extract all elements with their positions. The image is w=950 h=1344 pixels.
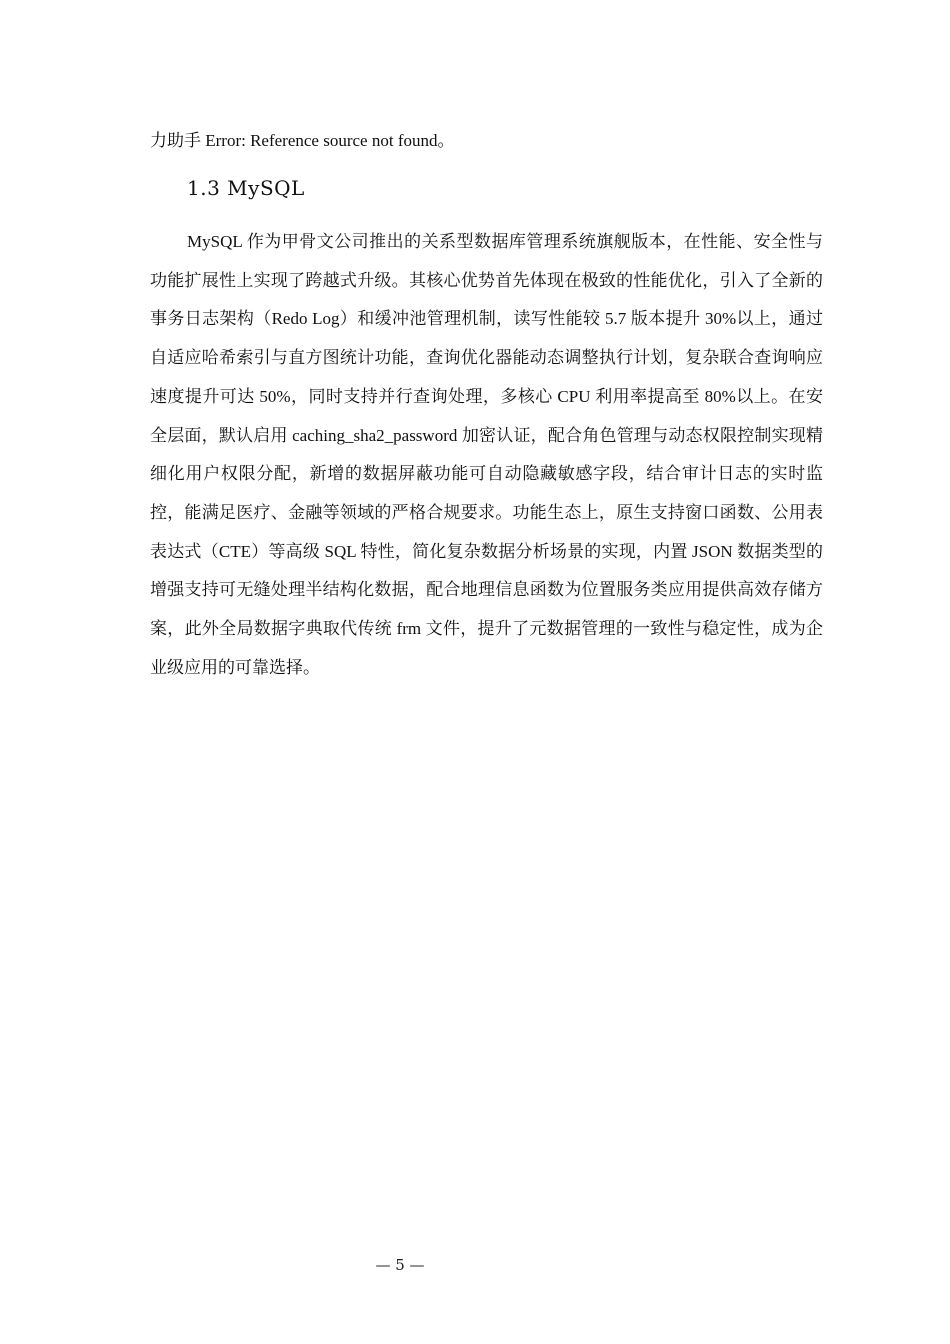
- page-number: — 5 —: [375, 1256, 425, 1274]
- body-paragraph: MySQL 作为甲骨文公司推出的关系型数据库管理系统旗舰版本，在性能、安全性与功能扩展性上实现了跨越式升级。其核心优势首先体现在极致的性能优化，引入了全新的事务日志架构（Redo Log）和缓冲池管理机制，读写性能较 5.7 版本提升 30%以上，通过自适应哈希索引与直方图统计功能，查询优化器能动态调整执行计划，复杂联合查询响应速度提升可达 50%，同时支持并行查询处理，多核心 CPU 利用率提高至 80%以上。在安全层面，默认启用 caching_sha2_password 加密认证，配合角色管理与动态权限控制实现精细化用户权限分配，新增的数据屏蔽功能可自动隐藏敏感字段，结合审计日志的实时监控，能满足医疗、金融等领域的严格合规要求。功能生态上，原生支持窗口函数、公用表表达式（CTE）等高级 SQL 特性，简化复杂数据分析场景的实现，内置 JSON 数据类型的增强支持可无缝处理半结构化数据，配合地理信息函数为位置服务类应用提供高效存储方案，此外全局数据字典取代传统 frm 文件，提升了元数据管理的一致性与稳定性，成为企业级应用的可靠选择。: [150, 232, 823, 677]
- section-heading: 1.3 MySQL: [187, 176, 305, 200]
- continuation-text: 力助手 Error: Reference source not found。: [150, 131, 455, 150]
